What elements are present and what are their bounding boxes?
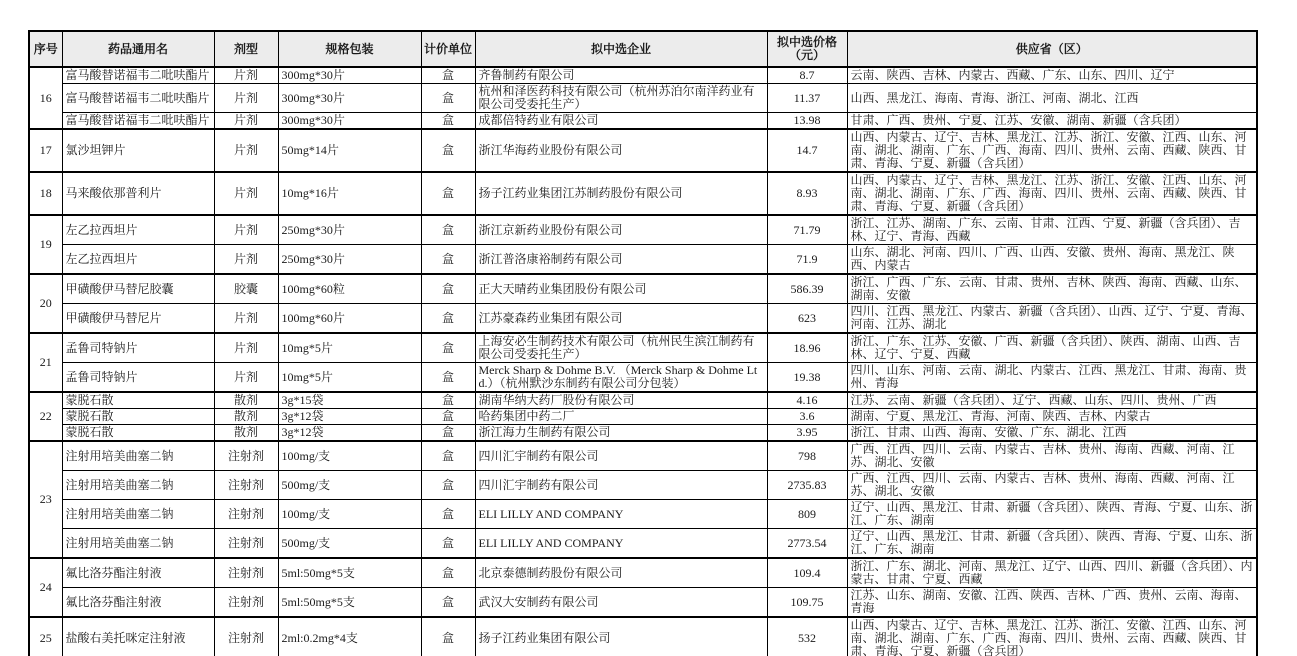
unit-cell: 盒: [421, 558, 475, 588]
table-row: [29, 617, 1257, 656]
row-no-cell: 19: [29, 215, 62, 274]
provinces-cell: 浙江、广东、江苏、安徽、广西、新疆（含兵团）、陕西、湖南、山西、吉林、辽宁、宁夏、西藏: [847, 333, 1257, 363]
table-row: [29, 588, 1257, 618]
table-body: [29, 67, 1257, 656]
provinces-cell: 甘肃、广西、贵州、宁夏、江苏、安徽、湖南、新疆（含兵团）: [847, 113, 1257, 130]
table-row: [29, 529, 1257, 559]
price-cell: 798: [767, 441, 847, 471]
dosage-form-cell: 注射剂: [214, 500, 278, 529]
company-cell: Merck Sharp & Dohme B.V. （Merck Sharp & Dohme Ltd.）（杭州默沙东制药有限公司分包装）: [475, 363, 767, 393]
spec-cell: 250mg*30片: [278, 245, 421, 275]
provinces-cell: 江苏、山东、湖南、安徽、江西、陕西、吉林、广西、贵州、云南、海南、青海: [847, 588, 1257, 618]
provinces-cell: 山西、内蒙古、辽宁、吉林、黑龙江、江苏、浙江、安徽、江西、山东、河南、湖北、湖南、广东、广西、海南、四川、贵州、云南、西藏、陕西、甘肃、青海、宁夏、新疆（含兵团）: [847, 129, 1257, 172]
provinces-cell: 浙江、江苏、湖南、广东、云南、甘肃、江西、宁夏、新疆（含兵团）、吉林、辽宁、青海、西藏: [847, 215, 1257, 245]
price-cell: 2773.54: [767, 529, 847, 559]
drug-name-cell: 注射用培美曲塞二钠: [62, 500, 214, 529]
column-header-price: 拟中选价格（元）: [767, 31, 847, 67]
drug-name-cell: 甲磺酸伊马替尼胶囊: [62, 274, 214, 304]
column-header-spec: 规格包装: [278, 31, 421, 67]
spec-cell: 500mg/支: [278, 529, 421, 559]
company-cell: 扬子江药业集团有限公司: [475, 617, 767, 656]
drug-name-cell: 富马酸替诺福韦二吡呋酯片: [62, 67, 214, 84]
row-no-cell: 22: [29, 392, 62, 441]
dosage-form-cell: 片剂: [214, 333, 278, 363]
unit-cell: 盒: [421, 392, 475, 409]
table-row: [29, 392, 1257, 409]
spec-cell: 300mg*30片: [278, 67, 421, 84]
table-row: [29, 409, 1257, 425]
spec-cell: 10mg*5片: [278, 333, 421, 363]
spec-cell: 5ml:50mg*5支: [278, 588, 421, 618]
drug-name-cell: 孟鲁司特钠片: [62, 333, 214, 363]
drug-name-cell: 孟鲁司特钠片: [62, 363, 214, 393]
spec-cell: 3g*15袋: [278, 392, 421, 409]
unit-cell: 盒: [421, 471, 475, 500]
unit-cell: 盒: [421, 500, 475, 529]
row-no-cell: 24: [29, 558, 62, 617]
drug-name-cell: 蒙脱石散: [62, 425, 214, 442]
price-cell: 109.75: [767, 588, 847, 618]
unit-cell: 盒: [421, 529, 475, 559]
spec-cell: 3g*12袋: [278, 409, 421, 425]
price-cell: 13.98: [767, 113, 847, 130]
spec-cell: 100mg/支: [278, 500, 421, 529]
company-cell: 浙江海力生制药有限公司: [475, 425, 767, 442]
dosage-form-cell: 注射剂: [214, 588, 278, 618]
dosage-form-cell: 片剂: [214, 304, 278, 334]
price-cell: 18.96: [767, 333, 847, 363]
provinces-cell: 湖南、宁夏、黑龙江、青海、河南、陕西、吉林、内蒙古: [847, 409, 1257, 425]
provinces-cell: 浙江、广东、湖北、河南、黑龙江、辽宁、山西、四川、新疆（含兵团）、内蒙古、甘肃、宁夏、西藏: [847, 558, 1257, 588]
unit-cell: 盒: [421, 67, 475, 84]
drug-name-cell: 氟比洛芬酯注射液: [62, 558, 214, 588]
unit-cell: 盒: [421, 441, 475, 471]
company-cell: 江苏豪森药业集团有限公司: [475, 304, 767, 334]
price-cell: 4.16: [767, 392, 847, 409]
dosage-form-cell: 注射剂: [214, 558, 278, 588]
provinces-cell: 云南、陕西、吉林、内蒙古、西藏、广东、山东、四川、辽宁: [847, 67, 1257, 84]
dosage-form-cell: 散剂: [214, 409, 278, 425]
column-header-unit: 计价单位: [421, 31, 475, 67]
drug-name-cell: 注射用培美曲塞二钠: [62, 529, 214, 559]
column-header-no: 序号: [29, 31, 62, 67]
drug-selection-table: [28, 30, 1258, 656]
drug-name-cell: 蒙脱石散: [62, 409, 214, 425]
company-cell: 武汉大安制药有限公司: [475, 588, 767, 618]
company-cell: ELI LILLY AND COMPANY: [475, 529, 767, 559]
price-cell: 71.9: [767, 245, 847, 275]
drug-name-cell: 左乙拉西坦片: [62, 245, 214, 275]
price-cell: 19.38: [767, 363, 847, 393]
unit-cell: 盒: [421, 617, 475, 656]
row-no-cell: 18: [29, 172, 62, 215]
drug-name-cell: 盐酸右美托咪定注射液: [62, 617, 214, 656]
spec-cell: 300mg*30片: [278, 84, 421, 113]
unit-cell: 盒: [421, 129, 475, 172]
table-row: [29, 471, 1257, 500]
company-cell: 北京泰德制药股份有限公司: [475, 558, 767, 588]
company-cell: 齐鲁制药有限公司: [475, 67, 767, 84]
company-cell: 扬子江药业集团江苏制药股份有限公司: [475, 172, 767, 215]
dosage-form-cell: 片剂: [214, 67, 278, 84]
unit-cell: 盒: [421, 172, 475, 215]
unit-cell: 盒: [421, 425, 475, 442]
provinces-cell: 山东、湖北、河南、四川、广西、山西、安徽、贵州、海南、黑龙江、陕西、内蒙古: [847, 245, 1257, 275]
price-cell: 586.39: [767, 274, 847, 304]
dosage-form-cell: 散剂: [214, 425, 278, 442]
price-cell: 623: [767, 304, 847, 334]
spec-cell: 100mg*60粒: [278, 274, 421, 304]
provinces-cell: 四川、江西、黑龙江、内蒙古、新疆（含兵团）、山西、辽宁、宁夏、青海、河南、江苏、湖北: [847, 304, 1257, 334]
table-row: [29, 215, 1257, 245]
spec-cell: 5ml:50mg*5支: [278, 558, 421, 588]
price-cell: 3.95: [767, 425, 847, 442]
provinces-cell: 浙江、广西、广东、云南、甘肃、贵州、吉林、陕西、海南、西藏、山东、湖南、安徽: [847, 274, 1257, 304]
table-row: [29, 558, 1257, 588]
provinces-cell: 江苏、云南、新疆（含兵团）、辽宁、西藏、山东、四川、贵州、广西: [847, 392, 1257, 409]
company-cell: 四川汇宇制药有限公司: [475, 441, 767, 471]
spec-cell: 100mg/支: [278, 441, 421, 471]
company-cell: 浙江普洛康裕制药有限公司: [475, 245, 767, 275]
table-row: [29, 113, 1257, 130]
dosage-form-cell: 片剂: [214, 84, 278, 113]
dosage-form-cell: 注射剂: [214, 529, 278, 559]
column-header-drug-name: 药品通用名: [62, 31, 214, 67]
column-header-dosage-form: 剂型: [214, 31, 278, 67]
price-cell: 109.4: [767, 558, 847, 588]
company-cell: 浙江华海药业股份有限公司: [475, 129, 767, 172]
drug-name-cell: 氯沙坦钾片: [62, 129, 214, 172]
table-row: [29, 333, 1257, 363]
spec-cell: 250mg*30片: [278, 215, 421, 245]
drug-name-cell: 注射用培美曲塞二钠: [62, 441, 214, 471]
company-cell: 四川汇宇制药有限公司: [475, 471, 767, 500]
price-cell: 532: [767, 617, 847, 656]
table-row: [29, 441, 1257, 471]
price-cell: 71.79: [767, 215, 847, 245]
provinces-cell: 浙江、甘肃、山西、海南、安徽、广东、湖北、江西: [847, 425, 1257, 442]
company-cell: 湖南华纳大药厂股份有限公司: [475, 392, 767, 409]
unit-cell: 盒: [421, 215, 475, 245]
dosage-form-cell: 注射剂: [214, 441, 278, 471]
dosage-form-cell: 注射剂: [214, 617, 278, 656]
company-cell: 杭州和泽医药科技有限公司（杭州苏泊尔南洋药业有限公司受委托生产）: [475, 84, 767, 113]
table-row: [29, 84, 1257, 113]
table-row: [29, 363, 1257, 393]
dosage-form-cell: 注射剂: [214, 471, 278, 500]
company-cell: 浙江京新药业股份有限公司: [475, 215, 767, 245]
dosage-form-cell: 片剂: [214, 245, 278, 275]
spec-cell: 3g*12袋: [278, 425, 421, 442]
provinces-cell: 山西、内蒙古、辽宁、吉林、黑龙江、江苏、浙江、安徽、江西、山东、河南、湖北、湖南、广东、广西、海南、四川、贵州、云南、西藏、陕西、甘肃、青海、宁夏、新疆（含兵团）: [847, 617, 1257, 656]
spec-cell: 2ml:0.2mg*4支: [278, 617, 421, 656]
drug-name-cell: 氟比洛芬酯注射液: [62, 588, 214, 618]
unit-cell: 盒: [421, 409, 475, 425]
table-row: [29, 304, 1257, 334]
company-cell: 哈药集团中药二厂: [475, 409, 767, 425]
unit-cell: 盒: [421, 245, 475, 275]
spec-cell: 10mg*16片: [278, 172, 421, 215]
drug-name-cell: 富马酸替诺福韦二吡呋酯片: [62, 113, 214, 130]
row-no-cell: 23: [29, 441, 62, 558]
drug-name-cell: 注射用培美曲塞二钠: [62, 471, 214, 500]
column-header-provinces: 供应省（区）: [847, 31, 1257, 67]
provinces-cell: 山西、黑龙江、海南、青海、浙江、河南、湖北、江西: [847, 84, 1257, 113]
column-header-company: 拟中选企业: [475, 31, 767, 67]
row-no-cell: 21: [29, 333, 62, 392]
spec-cell: 100mg*60片: [278, 304, 421, 334]
table-row: [29, 274, 1257, 304]
drug-name-cell: 富马酸替诺福韦二吡呋酯片: [62, 84, 214, 113]
dosage-form-cell: 片剂: [214, 113, 278, 130]
unit-cell: 盒: [421, 363, 475, 393]
price-cell: 8.7: [767, 67, 847, 84]
company-cell: 正大天晴药业集团股份有限公司: [475, 274, 767, 304]
unit-cell: 盒: [421, 333, 475, 363]
table-row: [29, 425, 1257, 442]
unit-cell: 盒: [421, 113, 475, 130]
spec-cell: 50mg*14片: [278, 129, 421, 172]
provinces-cell: 辽宁、山西、黑龙江、甘肃、新疆（含兵团）、陕西、青海、宁夏、山东、浙江、广东、湖南: [847, 529, 1257, 559]
company-cell: ELI LILLY AND COMPANY: [475, 500, 767, 529]
dosage-form-cell: 胶囊: [214, 274, 278, 304]
company-cell: 上海安必生制药技术有限公司（杭州民生滨江制药有限公司受委托生产）: [475, 333, 767, 363]
drug-name-cell: 蒙脱石散: [62, 392, 214, 409]
row-no-cell: 17: [29, 129, 62, 172]
table-header: [29, 31, 1257, 67]
spec-cell: 500mg/支: [278, 471, 421, 500]
unit-cell: 盒: [421, 84, 475, 113]
dosage-form-cell: 片剂: [214, 215, 278, 245]
unit-cell: 盒: [421, 274, 475, 304]
dosage-form-cell: 片剂: [214, 363, 278, 393]
price-cell: 809: [767, 500, 847, 529]
spec-cell: 10mg*5片: [278, 363, 421, 393]
table-row: [29, 129, 1257, 172]
company-cell: 成都倍特药业有限公司: [475, 113, 767, 130]
price-cell: 3.6: [767, 409, 847, 425]
row-no-cell: 20: [29, 274, 62, 333]
row-no-cell: 25: [29, 617, 62, 656]
table-header-row: [29, 31, 1257, 67]
provinces-cell: 山西、内蒙古、辽宁、吉林、黑龙江、江苏、浙江、安徽、江西、山东、河南、湖北、湖南、广东、广西、海南、四川、贵州、云南、西藏、陕西、甘肃、青海、宁夏、新疆（含兵团）: [847, 172, 1257, 215]
spec-cell: 300mg*30片: [278, 113, 421, 130]
drug-name-cell: 甲磺酸伊马替尼片: [62, 304, 214, 334]
price-cell: 2735.83: [767, 471, 847, 500]
table-row: [29, 172, 1257, 215]
table-row: [29, 67, 1257, 84]
table-row: [29, 500, 1257, 529]
price-cell: 14.7: [767, 129, 847, 172]
dosage-form-cell: 片剂: [214, 129, 278, 172]
dosage-form-cell: 片剂: [214, 172, 278, 215]
provinces-cell: 广西、江西、四川、云南、内蒙古、吉林、贵州、海南、西藏、河南、江苏、湖北、安徽: [847, 471, 1257, 500]
unit-cell: 盒: [421, 588, 475, 618]
price-cell: 8.93: [767, 172, 847, 215]
provinces-cell: 广西、江西、四川、云南、内蒙古、吉林、贵州、海南、西藏、河南、江苏、湖北、安徽: [847, 441, 1257, 471]
drug-name-cell: 左乙拉西坦片: [62, 215, 214, 245]
provinces-cell: 辽宁、山西、黑龙江、甘肃、新疆（含兵团）、陕西、青海、宁夏、山东、浙江、广东、湖南: [847, 500, 1257, 529]
provinces-cell: 四川、山东、河南、云南、湖北、内蒙古、江西、黑龙江、甘肃、海南、贵州、青海: [847, 363, 1257, 393]
dosage-form-cell: 散剂: [214, 392, 278, 409]
row-no-cell: 16: [29, 67, 62, 129]
unit-cell: 盒: [421, 304, 475, 334]
price-cell: 11.37: [767, 84, 847, 113]
table-row: [29, 245, 1257, 275]
drug-name-cell: 马来酸依那普利片: [62, 172, 214, 215]
